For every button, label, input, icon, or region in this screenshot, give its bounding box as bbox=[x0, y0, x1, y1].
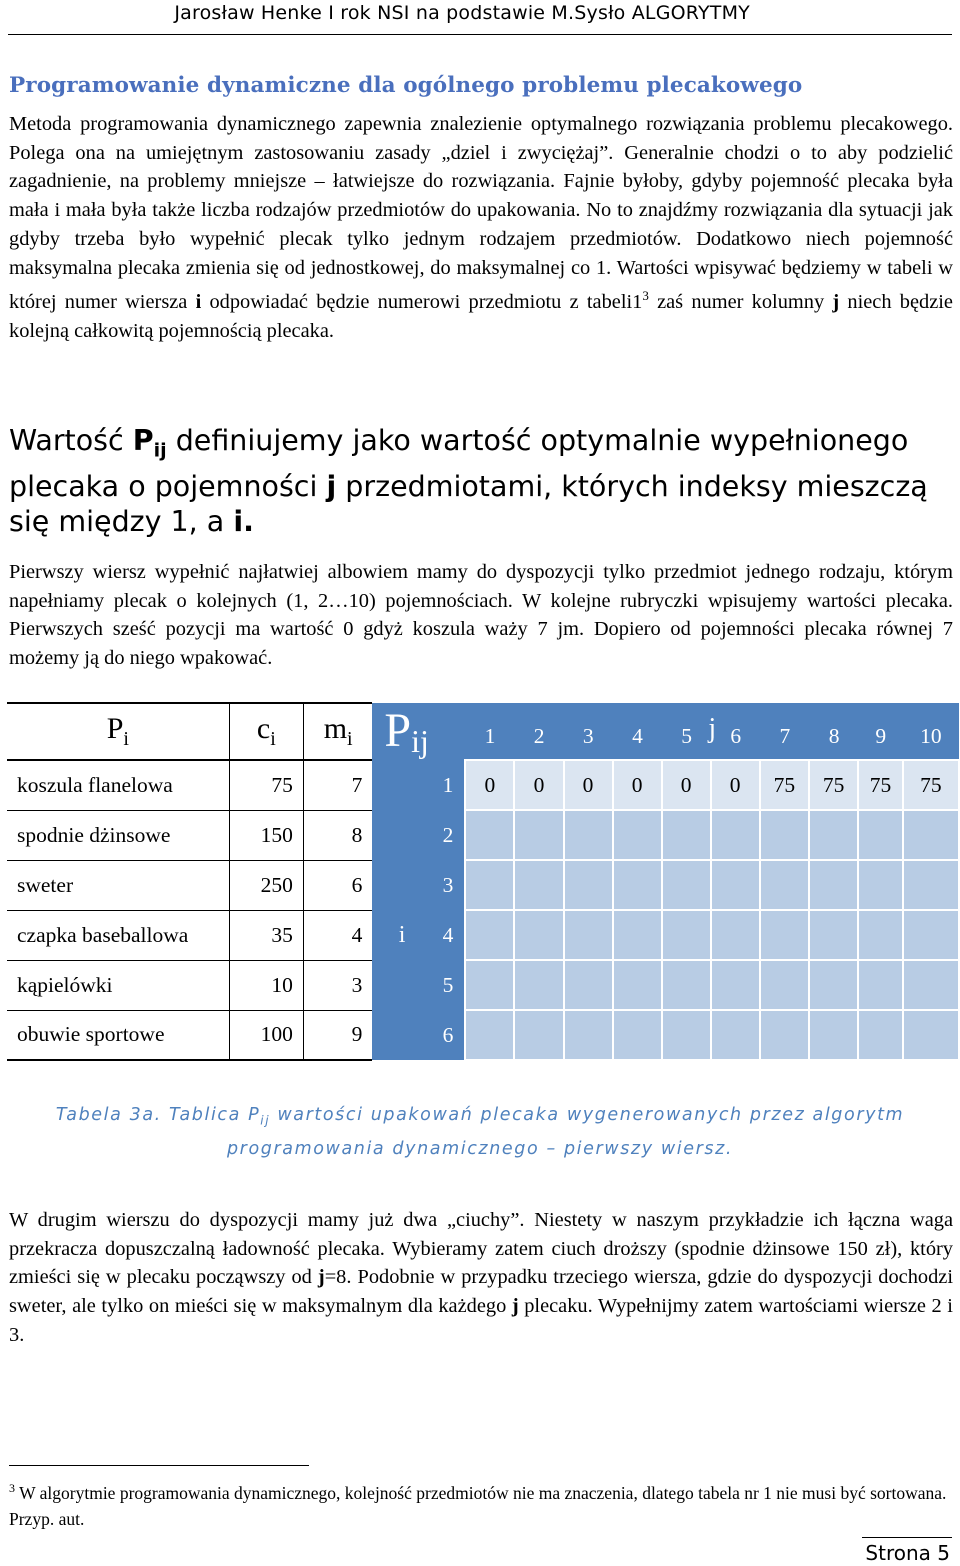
item-value: 250 bbox=[229, 860, 303, 910]
second-row-paragraph: W drugim wierszu do dyspozycji mamy już dwa „ciuchy”. Niestety w naszym przykładzie ich łączna waga przekracza dopuszczalną ładowność plecaka. Wybieramy zatem ciuch droższy (spodnie dżinsowe 150 zł), który zmieści się w plecaku począwszy od j=8. Podobnie w przypadku trzeciego wiersza, gdzie do dyspozycji dochodzi sweter, ale tylko on mieści się w maksymalnym dla każdego j plecaku. Wypełnijmy zatem wartościami wiersze 2 i 3. bbox=[9, 1209, 953, 1346]
header-j: j bbox=[708, 713, 717, 744]
row-index: 3 bbox=[432, 860, 466, 910]
value-cell: 0 bbox=[564, 760, 613, 810]
table-row bbox=[7, 960, 959, 1010]
value-cell bbox=[903, 960, 959, 1010]
value-cell bbox=[662, 1010, 711, 1060]
item-name: obuwie sportowe bbox=[7, 1010, 229, 1060]
value-cell bbox=[760, 1010, 809, 1060]
value-cell bbox=[809, 1010, 858, 1060]
value-cell bbox=[662, 910, 711, 960]
value-cell bbox=[711, 860, 760, 910]
value-cell bbox=[760, 960, 809, 1010]
value-cell bbox=[858, 810, 902, 860]
value-cell: 0 bbox=[662, 760, 711, 810]
value-cell bbox=[858, 1010, 902, 1060]
footer-divider bbox=[862, 1537, 952, 1538]
first-row-paragraph: Pierwszy wiersz wypełnić najłatwiej albowiem mamy do dyspozycji tylko przedmiot jednego rodzaju, którym napełniamy plecak o kolejnych (1, 2…10) pojemnościach. W kolejne rubryczki wpisujemy wartości plecaka. Pierwszych sześć pozycji ma wartość 0 gdyż koszula waży 7 jm. Dopiero od pojemności plecaka równej 7 możemy ją do niego wpakować. bbox=[9, 561, 953, 670]
value-cell bbox=[613, 860, 662, 910]
item-weight: 4 bbox=[303, 910, 372, 960]
header-value: $c_i$ bbox=[229, 703, 303, 760]
value-cell bbox=[760, 910, 809, 960]
value-cell bbox=[903, 910, 959, 960]
value-cell bbox=[858, 910, 902, 960]
row-index: 2 bbox=[432, 810, 466, 860]
table-row bbox=[7, 810, 959, 860]
table-caption: Tabela 3a. Tablica $P_{ij}$ wartości upakowań plecaka wygenerowanych przez algorytm programowania dynamicznego – pierwszy wiersz. bbox=[55, 1105, 905, 1159]
value-cell bbox=[465, 810, 514, 860]
value-cell: 75 bbox=[903, 760, 959, 810]
item-weight: 3 bbox=[303, 960, 372, 1010]
section-title: Programowanie dynamiczne dla ogólnego problemu plecakowego bbox=[9, 73, 803, 98]
header-weight: $m_i$ bbox=[303, 703, 372, 760]
item-weight: 6 bbox=[303, 860, 372, 910]
value-cell: 75 bbox=[809, 760, 858, 810]
header-item: $P_i$ bbox=[7, 703, 229, 760]
table-row bbox=[7, 860, 959, 910]
value-cell bbox=[809, 910, 858, 960]
value-cell bbox=[613, 810, 662, 860]
value-cell bbox=[564, 1010, 613, 1060]
value-cell bbox=[564, 910, 613, 960]
value-cell bbox=[903, 1010, 959, 1060]
item-value: 35 bbox=[229, 910, 303, 960]
value-cell bbox=[465, 1010, 514, 1060]
value-cell bbox=[564, 810, 613, 860]
item-value: 10 bbox=[229, 960, 303, 1010]
item-value: 100 bbox=[229, 1010, 303, 1060]
value-cell bbox=[613, 910, 662, 960]
table-header-row bbox=[7, 703, 959, 760]
header-pij: Pij bbox=[372, 703, 465, 760]
intro-paragraph: Metoda programowania dynamicznego zapewnia znalezienie optymalnego rozwiązania problemu plecakowego. Polega ona na umiejętnym zastosowaniu zasady „dziel i zwyciężaj”. Generalnie chodzi o to aby podzielić zagadnienie, na problemy mniejsze – łatwiejsze do rozwiązania. Fajnie byłoby, gdyby pojemność plecaka była mała i mała była także liczba rodzajów przedmiotów do upakowania. No to znajdźmy rozwiązania dla sytuacji jak gdyby trzeba było wypełnić plecak tylko jednym rodzajem przedmiotów. Dodatkowo niech pojemność maksymalna plecaka zmienia się od jednostkowej, do maksymalnej co 1. Wartości wpisywać będziemy w tabeli w której numer wiersza i odpowiadać będzie numerowi przedmiotu z $tabeli1^3$ zaś numer kolumny j niech będzie kolejną całkowitą pojemnością plecaka. bbox=[9, 113, 953, 342]
value-cell: 0 bbox=[613, 760, 662, 810]
value-cell bbox=[858, 860, 902, 910]
item-weight: 9 bbox=[303, 1010, 372, 1060]
value-cell bbox=[809, 810, 858, 860]
item-value: 75 bbox=[229, 760, 303, 810]
footnote: $^3$ W algorytmie programowania dynamicznego, kolejność przedmiotów nie ma znaczenia, dlatego tabela nr 1 nie musi być sortowana. Przyp. aut. bbox=[9, 1481, 947, 1529]
item-name: sweter bbox=[7, 860, 229, 910]
table-row bbox=[7, 1010, 959, 1060]
value-cell bbox=[564, 860, 613, 910]
value-cell bbox=[711, 1010, 760, 1060]
value-cell bbox=[613, 1010, 662, 1060]
row-index: 6 bbox=[432, 1010, 466, 1060]
table-row bbox=[7, 760, 959, 810]
value-cell bbox=[711, 960, 760, 1010]
row-label-i: i bbox=[372, 810, 431, 1060]
value-cell bbox=[514, 1010, 563, 1060]
item-weight: 7 bbox=[303, 760, 372, 810]
value-cell bbox=[903, 860, 959, 910]
value-cell bbox=[760, 860, 809, 910]
item-name: spodnie dżinsowe bbox=[7, 810, 229, 860]
table-row bbox=[7, 910, 959, 960]
value-cell bbox=[662, 860, 711, 910]
value-cell bbox=[514, 860, 563, 910]
value-cell bbox=[465, 910, 514, 960]
definition-paragraph: Wartość $P_{ij}$ definiujemy jako wartość optymalnie wypełnionego plecaka o pojemności j przedmiotami, których indeksy mieszczą się między 1, a i. bbox=[9, 424, 928, 538]
row-index: 5 bbox=[432, 960, 466, 1010]
value-cell bbox=[514, 910, 563, 960]
value-cell bbox=[711, 810, 760, 860]
value-cell bbox=[514, 810, 563, 860]
knapsack-table bbox=[7, 702, 960, 1061]
row-index: 4 bbox=[432, 910, 466, 960]
capacity-columns: 1 2 3 4 5 6 7 8 9 10 bbox=[484, 724, 942, 748]
value-cell bbox=[514, 960, 563, 1010]
value-cell bbox=[711, 910, 760, 960]
row-group-spacer bbox=[372, 760, 431, 810]
item-name: koszula flanelowa bbox=[7, 760, 229, 810]
value-cell: 75 bbox=[760, 760, 809, 810]
value-cell bbox=[662, 960, 711, 1010]
item-value: 150 bbox=[229, 810, 303, 860]
page-number: Strona 5 bbox=[865, 1541, 950, 1565]
value-cell: 0 bbox=[514, 760, 563, 810]
table-body bbox=[7, 760, 959, 1060]
value-cell bbox=[903, 810, 959, 860]
item-weight: 8 bbox=[303, 810, 372, 860]
value-cell bbox=[465, 860, 514, 910]
header-divider bbox=[8, 34, 952, 35]
value-cell bbox=[809, 960, 858, 1010]
value-cell bbox=[564, 960, 613, 1010]
value-cell bbox=[662, 810, 711, 860]
value-cell: 75 bbox=[858, 760, 902, 810]
footnote-divider bbox=[9, 1465, 309, 1466]
header-capacity bbox=[465, 703, 959, 760]
page-header: Jarosław Henke I rok NSI na podstawie M.Sysło ALGORYTMY bbox=[174, 2, 750, 24]
value-cell bbox=[809, 860, 858, 910]
item-name: kąpielówki bbox=[7, 960, 229, 1010]
value-cell: 0 bbox=[711, 760, 760, 810]
item-name: czapka baseballowa bbox=[7, 910, 229, 960]
value-cell bbox=[613, 960, 662, 1010]
value-cell bbox=[858, 960, 902, 1010]
value-cell bbox=[760, 810, 809, 860]
row-index: 1 bbox=[432, 760, 466, 810]
value-cell: 0 bbox=[465, 760, 514, 810]
value-cell bbox=[465, 960, 514, 1010]
